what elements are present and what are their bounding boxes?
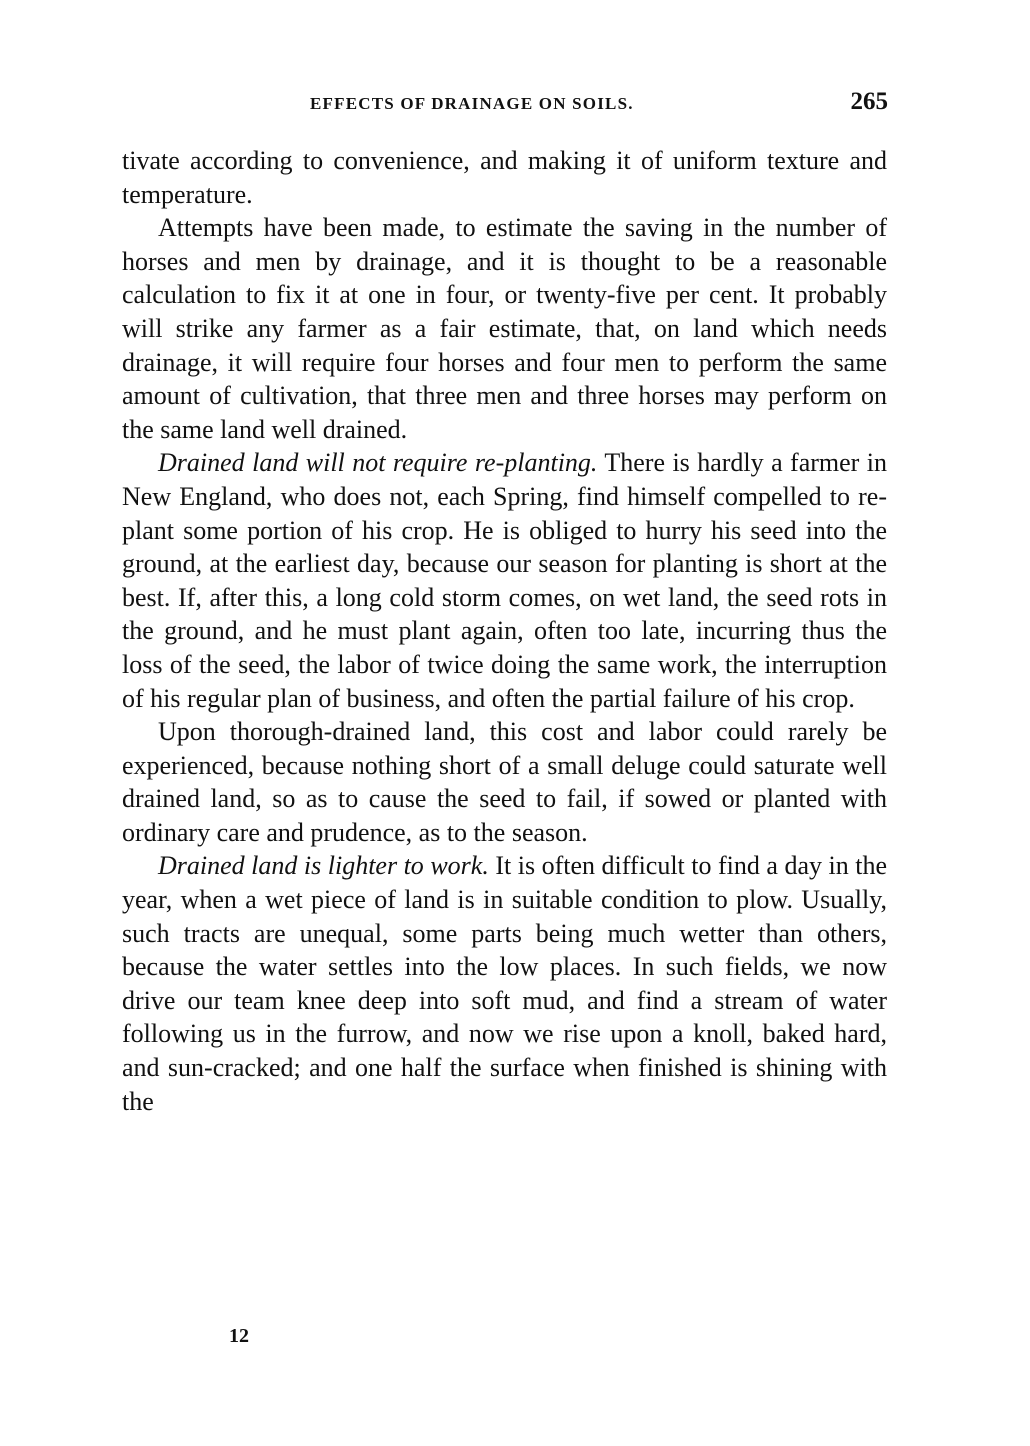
paragraph-replanting (122, 446, 887, 715)
running-head (120, 88, 890, 120)
paragraph-lead-italic: Drained land will not require re-planting. (158, 448, 598, 478)
paragraph-drainage-savings (122, 211, 887, 446)
paragraph-lead-italic: Drained land is lighter to work. (158, 851, 489, 881)
paragraph-text: Upon thorough-drained land, this cost and labor could rarely be experienced, because nothing short of a small deluge could saturate well drained land, so as to cause the seed to fail, if sowed or planted with ordinary care and prudence, as to the season. (122, 717, 887, 847)
signature-mark: 12 (229, 1325, 249, 1347)
paragraph-text: It is often difficult to find a day in the year, when a wet piece of land is in suitable condition to plow. Usually, such tracts are unequal, some parts being much wetter than others, because the water settles into the low places. In such fields, we now drive our team knee deep into soft mud, and find a stream of water following us in the furrow, and now we rise upon a knoll, baked hard, and sun-cracked; and one half the surface when finished is shining with the (122, 851, 888, 1116)
paragraph-text: Attempts have been made, to estimate the saving in the number of horses and men by drainage, and it is thought to be a reasonable calculation to fix it at one in four, or twenty-five per cent. It probably will strike any farmer as a fair estimate, that, on land which needs drainage, it will require four horses and four men to perform the same amount of cultivation, that three men and three horses may perform on the same land well drained. (122, 213, 887, 444)
page-number: 265 (850, 88, 888, 115)
paragraph-continuation (122, 144, 887, 211)
paragraph-thorough-drained (122, 715, 887, 849)
paragraph-lighter-to-work (122, 849, 887, 1118)
paragraph-text: tivate according to convenience, and making it of uniform texture and temperature. (122, 146, 887, 209)
paragraph-text: There is hardly a farmer in New England, who does not, each Spring, find himself compelled to re-plant some portion of his crop. He is obliged to hurry his seed into the ground, at the earliest day, because our season for planting is short at the best. If, after this, a long cold storm comes, on wet land, the seed rots in the ground, and he must plant again, often too late, incurring thus the loss of the seed, the labor of twice doing the same work, the interruption of his regular plan of business, and often the partial failure of his crop. (122, 448, 887, 713)
running-title: EFFECTS OF DRAINAGE ON SOILS. (310, 94, 634, 113)
body-text (122, 144, 887, 1118)
